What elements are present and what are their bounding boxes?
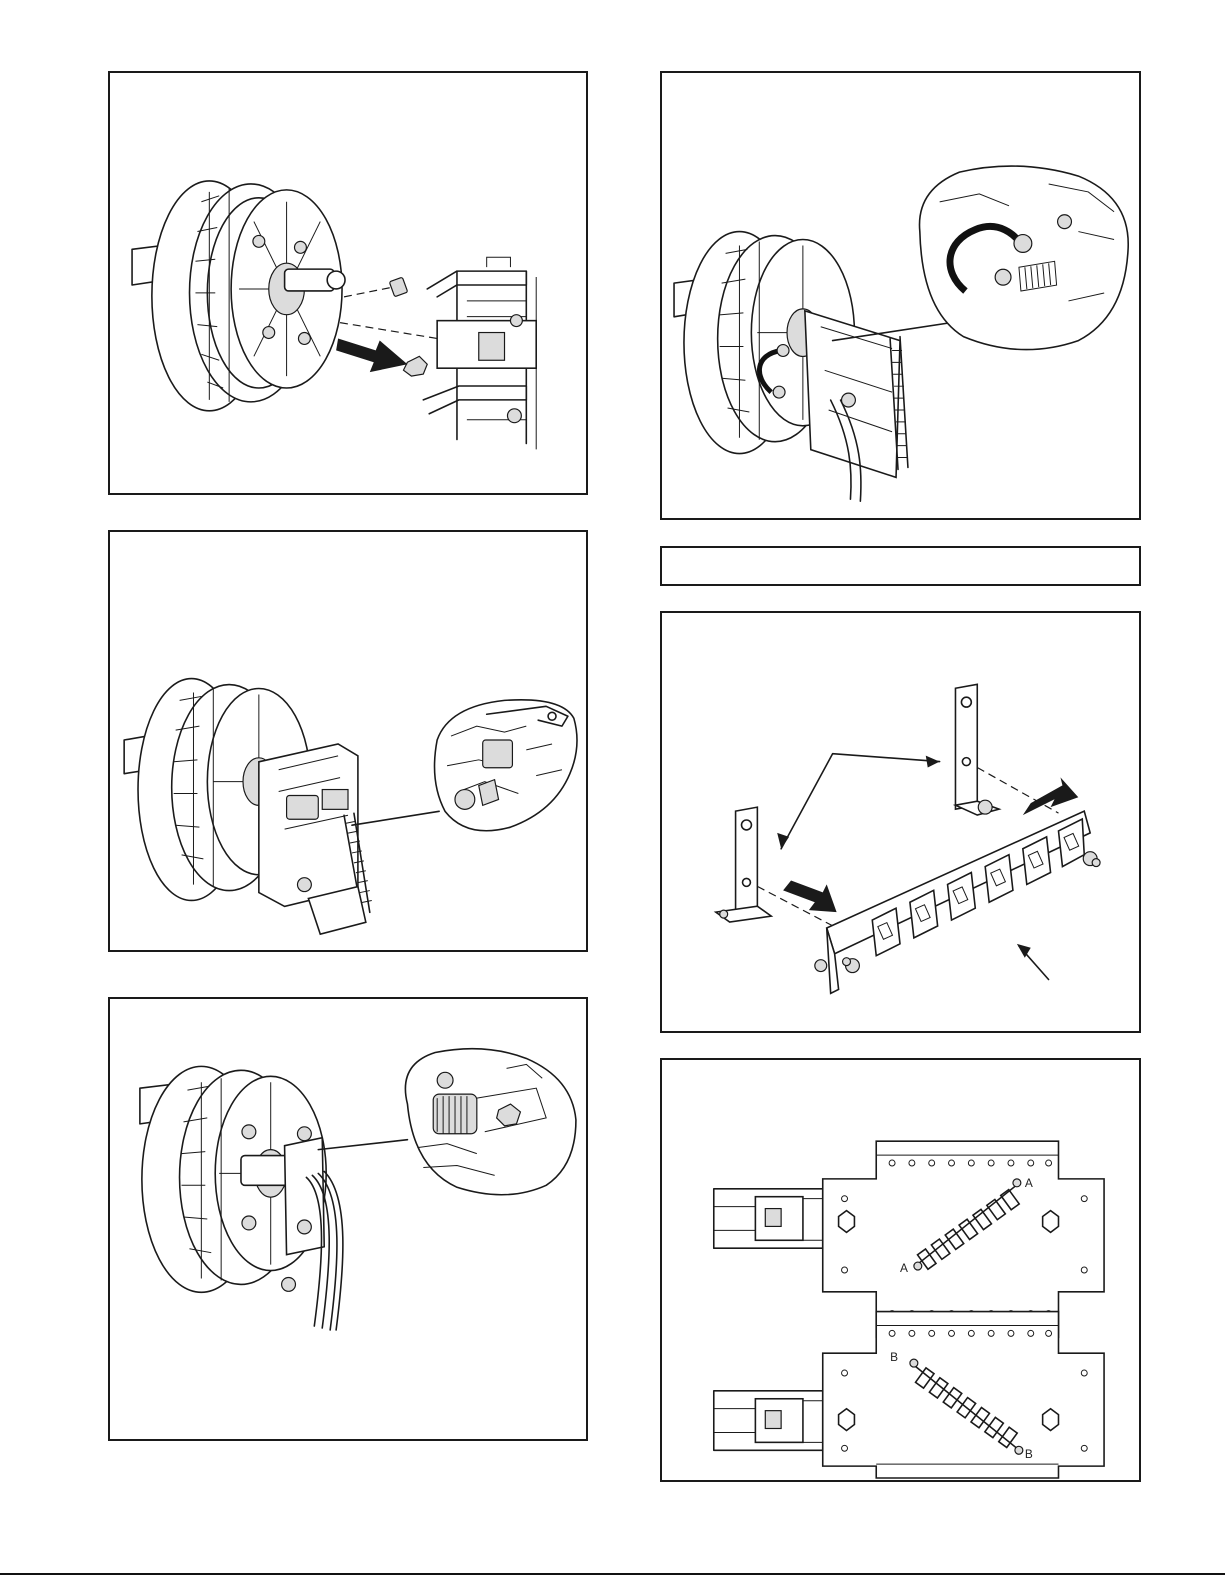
splice-tray-lower [714,1312,1104,1478]
figure-reel-mount [108,71,588,495]
splice-tray-upper [714,1141,1104,1337]
reel-cable-illustration [110,999,586,1439]
reel-bracket-illustration [110,532,586,950]
figure-header-box [660,546,1141,586]
figure-splice-tray [660,1058,1141,1482]
splice-tray-label-a-upper: A [1024,1175,1033,1190]
splice-tray-illustration [662,1060,1139,1480]
figure-adapter-panel [660,611,1141,1033]
splice-tray-label-b-lower: B [1024,1447,1033,1462]
reel-mount-illustration [110,73,586,493]
footer-rule [0,1573,1225,1575]
figure-reel-ground-wire [660,71,1141,520]
adapter-panel-illustration [662,613,1139,1031]
figure-reel-bracket-detail [108,530,588,952]
splice-tray-label-b-upper: B [890,1350,899,1365]
splice-tray-label-a-lower: A [900,1260,908,1275]
reel-ground-wire-illustration [662,73,1139,518]
figure-reel-cable-detail [108,997,588,1441]
